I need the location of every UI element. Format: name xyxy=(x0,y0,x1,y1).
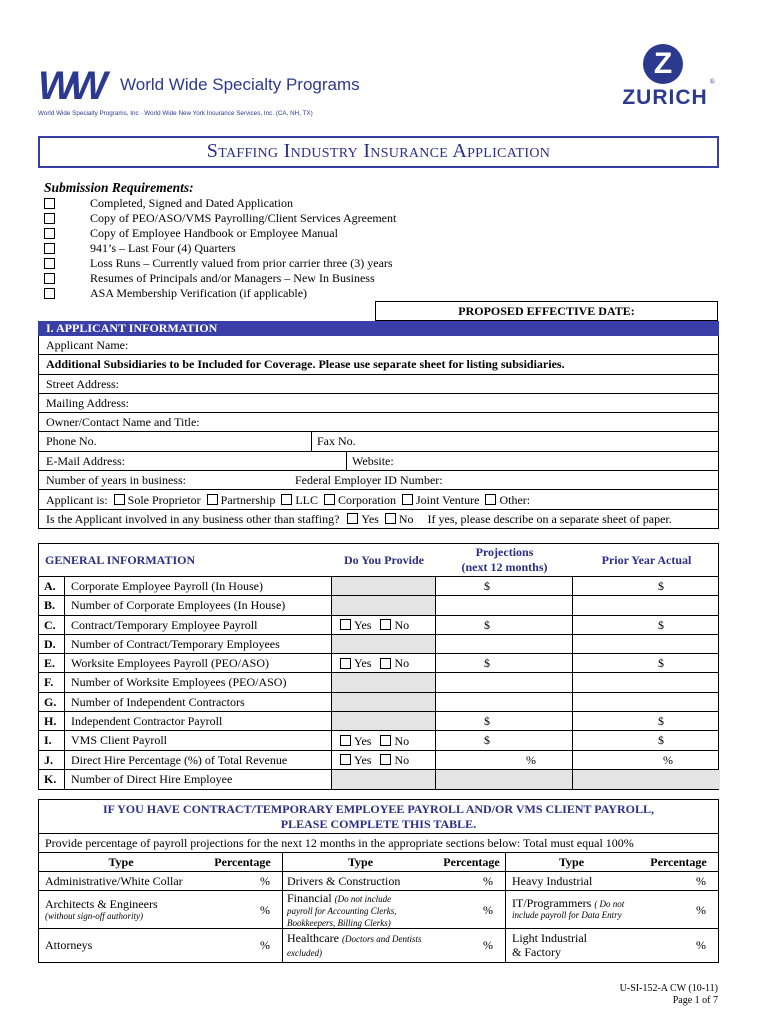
checkbox[interactable] xyxy=(44,243,55,254)
other-business-no[interactable]: No xyxy=(385,510,414,528)
no-checkbox[interactable] xyxy=(380,735,391,746)
table-row: B. Number of Corporate Employees (In House) xyxy=(39,596,718,615)
street-address-field[interactable]: Street Address: xyxy=(39,375,718,394)
contract-table-title: IF YOU HAVE CONTRACT/TEMPORARY EMPLOYEE PAYROLL AND/OR VMS CLIENT PAYROLL, PLEASE COMPLETE THIS TABLE. xyxy=(39,800,718,834)
page-title: Staffing Industry Insurance Application xyxy=(40,138,717,166)
other-option[interactable]: Other: xyxy=(485,491,530,509)
yes-checkbox[interactable] xyxy=(340,754,351,765)
checkbox[interactable] xyxy=(44,198,55,209)
checkbox[interactable] xyxy=(347,513,358,524)
projection-field[interactable]: $ xyxy=(436,577,573,595)
other-business-yes[interactable]: Yes xyxy=(347,510,378,528)
partnership-option[interactable]: Partnership xyxy=(207,491,276,509)
table-row: Attorneys % Healthcare (Doctors and Dentists excluded) % Light Industrial & Factory % xyxy=(39,929,718,962)
list-item: Completed, Signed and Dated Application xyxy=(44,196,396,211)
submission-list xyxy=(44,196,396,301)
table-row: Administrative/White Collar % Drivers & Construction % Heavy Industrial % xyxy=(39,872,718,891)
checkbox[interactable] xyxy=(281,494,292,505)
submission-heading: Submission Requirements: xyxy=(44,180,194,195)
zurich-mark: Z xyxy=(643,44,683,84)
years-field[interactable]: Number of years in business: xyxy=(46,473,186,488)
registered-mark: ® xyxy=(709,78,715,86)
list-item: ASA Membership Verification (if applicable) xyxy=(44,286,396,301)
checkbox[interactable] xyxy=(44,213,55,224)
no-checkbox[interactable] xyxy=(380,619,391,630)
percent-field[interactable]: % xyxy=(203,891,283,928)
website-field[interactable]: Website: xyxy=(352,453,394,468)
email-field[interactable]: E-Mail Address: xyxy=(46,453,125,468)
table-row: J. Direct Hire Percentage (%) of Total Revenue Yes No % % xyxy=(39,751,718,770)
general-info-table xyxy=(38,543,719,790)
table-row: Architects & Engineers (without sign-off authority) % Financial (Do not include payroll for Accounting Clerks, Bookkeepers, Billing Clerks) % IT/Programmers ( Do not include payroll for Data Entry % xyxy=(39,891,718,929)
form-footer xyxy=(620,983,718,1007)
prior-field[interactable] xyxy=(573,693,720,711)
mailing-address-field[interactable]: Mailing Address: xyxy=(39,394,718,413)
phone-field[interactable]: Phone No. xyxy=(46,434,97,449)
projection-field[interactable] xyxy=(436,693,573,711)
checkbox[interactable] xyxy=(44,228,55,239)
percent-field[interactable]: % xyxy=(203,929,283,962)
list-item: 941’s – Last Four (4) Quarters xyxy=(44,241,396,256)
ww-logo-mark: WW xyxy=(38,64,102,108)
checkbox[interactable] xyxy=(485,494,496,505)
prior-field[interactable] xyxy=(573,596,720,614)
owner-contact-field[interactable]: Owner/Contact Name and Title: xyxy=(39,413,718,432)
prior-field[interactable]: $ xyxy=(658,714,664,729)
subsidiaries-field[interactable]: Additional Subsidiaries to be Included for Coverage. Please use separate sheet for listing subsidiaries. xyxy=(39,355,718,374)
projection-field[interactable]: $ xyxy=(436,654,573,672)
projection-field[interactable]: $ xyxy=(436,731,573,749)
prior-field[interactable]: $ xyxy=(658,733,664,748)
ww-logo-title: World Wide Specialty Programs xyxy=(120,75,360,94)
checkbox[interactable] xyxy=(385,513,396,524)
contract-payroll-table xyxy=(38,799,719,963)
prior-field[interactable] xyxy=(573,635,720,653)
table-row: G. Number of Independent Contractors xyxy=(39,693,718,712)
percent-field[interactable]: % xyxy=(696,903,706,917)
col-header-projections: Projections (next 12 months) xyxy=(461,545,548,574)
prior-field[interactable]: $ xyxy=(658,579,664,593)
prior-field[interactable]: $ xyxy=(658,617,664,632)
percent-field[interactable]: % xyxy=(438,929,506,962)
checkbox[interactable] xyxy=(114,494,125,505)
projection-field[interactable]: $ xyxy=(436,712,573,730)
yes-checkbox[interactable] xyxy=(340,619,351,630)
years-fein-row xyxy=(39,471,718,490)
form-number: U-SI-152-A CW (10-11) xyxy=(619,983,718,994)
prior-field[interactable]: % xyxy=(663,752,673,767)
fein-field[interactable]: Federal Employer ID Number: xyxy=(295,473,443,488)
prior-field[interactable]: $ xyxy=(658,656,664,671)
contract-table-note: Provide percentage of payroll projections for the next 12 months in the appropriate sections below: Total must equal 100% xyxy=(39,834,718,853)
checkbox[interactable] xyxy=(44,288,55,299)
corporation-option[interactable]: Corporation xyxy=(324,491,396,509)
list-item: Resumes of Principals and/or Managers – New In Business xyxy=(44,271,396,286)
joint-venture-option[interactable]: Joint Venture xyxy=(402,491,479,509)
table-row: E. Worksite Employees Payroll (PEO/ASO) Yes No $ $ xyxy=(39,654,718,673)
percent-field[interactable]: % xyxy=(438,891,506,928)
percent-field[interactable]: % xyxy=(696,874,706,888)
entity-type-row: Applicant is: Sole Proprietor Partnership LLC Corporation Joint Venture Other: xyxy=(39,490,718,509)
table-row: F. Number of Worksite Employees (PEO/ASO) xyxy=(39,673,718,692)
contract-table-header: Type Percentage Type Percentage Type Percentage xyxy=(39,853,718,872)
no-checkbox[interactable] xyxy=(380,658,391,669)
table-row: I. VMS Client Payroll Yes No $ $ xyxy=(39,731,718,750)
list-item: Copy of Employee Handbook or Employee Manual xyxy=(44,226,396,241)
sole-proprietor-option[interactable]: Sole Proprietor xyxy=(114,491,201,509)
checkbox[interactable] xyxy=(207,494,218,505)
col-header-provide: Do You Provide xyxy=(343,553,424,567)
checkbox[interactable] xyxy=(44,258,55,269)
other-business-row: Is the Applicant involved in any business other than staffing? Yes No If yes, please describe on a separate sheet of paper. xyxy=(39,510,718,529)
checkbox[interactable] xyxy=(324,494,335,505)
table-row: C. Contract/Temporary Employee Payroll Yes No $ $ xyxy=(39,616,718,635)
page-number: Page 1 of 7 xyxy=(672,995,718,1006)
percent-field[interactable]: % xyxy=(438,872,506,890)
fax-field[interactable]: Fax No. xyxy=(317,434,356,449)
col-header-prior: Prior Year Actual xyxy=(601,553,692,567)
llc-option[interactable]: LLC xyxy=(281,491,318,509)
effective-date-field[interactable]: PROPOSED EFFECTIVE DATE: xyxy=(375,301,718,321)
section-header-applicant: I. APPLICANT INFORMATION xyxy=(38,321,719,336)
zurich-logo xyxy=(615,44,715,114)
applicant-name-field[interactable]: Applicant Name: xyxy=(39,336,718,355)
projection-field[interactable] xyxy=(436,635,573,653)
general-info-header xyxy=(39,544,718,577)
projection-field[interactable] xyxy=(436,596,573,614)
title-banner xyxy=(38,136,719,168)
ww-logo xyxy=(38,64,360,120)
table-row: D. Number of Contract/Temporary Employees xyxy=(39,635,718,654)
list-item: Loss Runs – Currently valued from prior carrier three (3) years xyxy=(44,256,396,271)
general-info-heading: GENERAL INFORMATION xyxy=(45,553,196,567)
email-website-row xyxy=(39,452,718,471)
percent-field[interactable]: % xyxy=(203,872,283,890)
percent-field[interactable]: % xyxy=(696,938,706,952)
zurich-name: ZURICH xyxy=(622,86,708,109)
projection-field[interactable] xyxy=(436,673,573,691)
checkbox[interactable] xyxy=(402,494,413,505)
table-row: H. Independent Contractor Payroll $ $ xyxy=(39,712,718,731)
list-item: Copy of PEO/ASO/VMS Payrolling/Client Services Agreement xyxy=(44,211,396,226)
prior-field[interactable] xyxy=(573,673,720,691)
yes-checkbox[interactable] xyxy=(340,658,351,669)
ww-logo-subtitle: World Wide Specialty Programs, Inc · World Wide New York Insurance Services, Inc. (CA, NH, TX) xyxy=(38,110,313,117)
table-row: K. Number of Direct Hire Employee xyxy=(39,770,718,789)
projection-field[interactable]: % xyxy=(436,751,573,769)
checkbox[interactable] xyxy=(44,273,55,284)
table-row: A. Corporate Employee Payroll (In House) $ $ xyxy=(39,577,718,596)
applicant-table xyxy=(38,336,719,529)
projection-field[interactable]: $ xyxy=(436,616,573,634)
no-checkbox[interactable] xyxy=(380,754,391,765)
yes-checkbox[interactable] xyxy=(340,735,351,746)
phone-fax-row xyxy=(39,432,718,451)
